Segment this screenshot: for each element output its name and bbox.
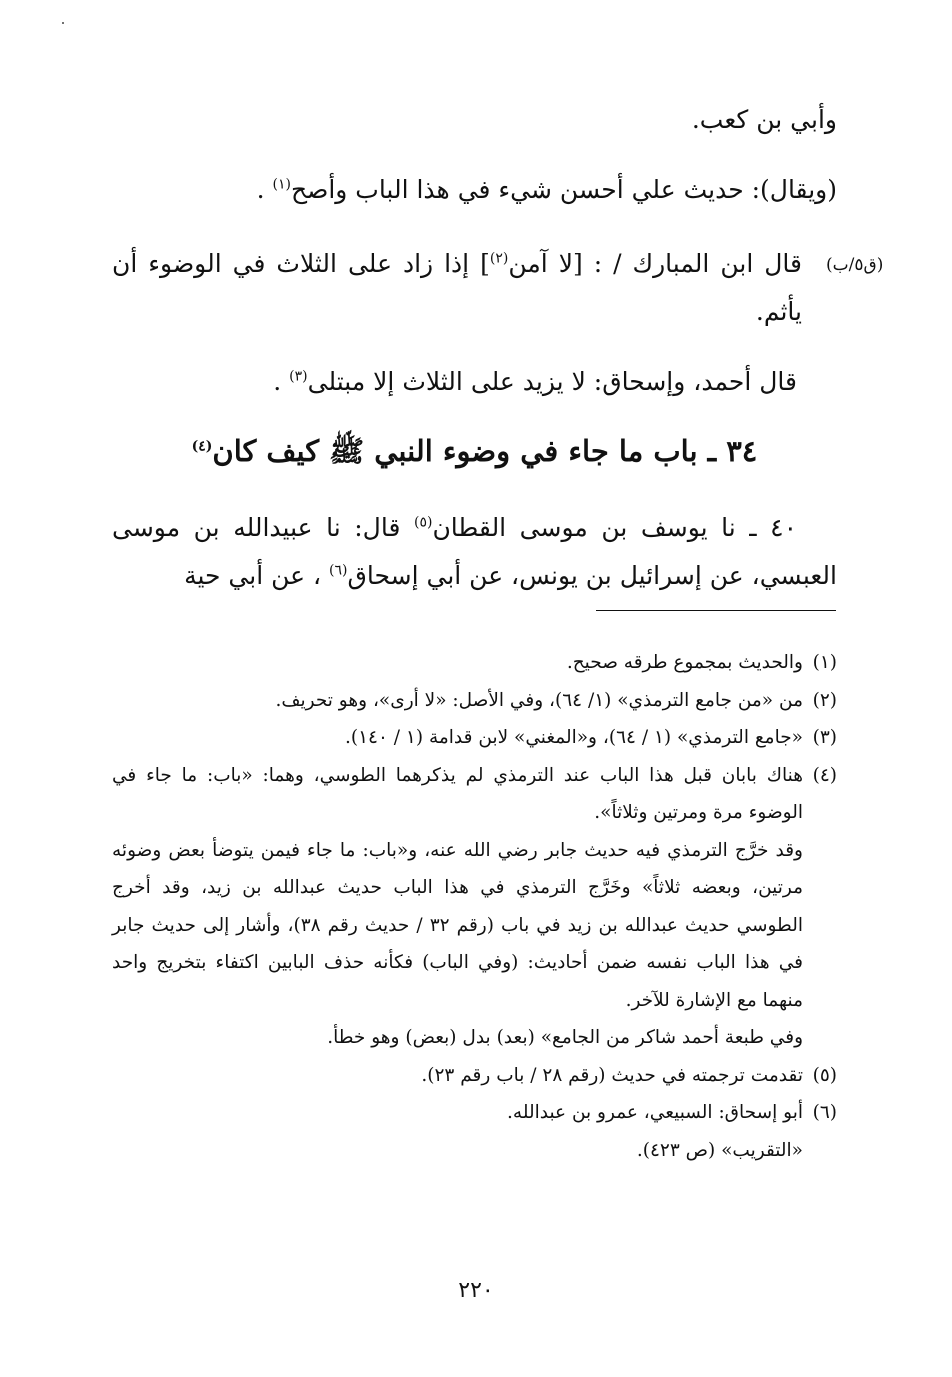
chapter-heading [112,426,837,476]
footnote-number: (٢) [812,689,837,711]
paragraph-3-text-a: قال ابن المبارك / : [لا آمن [508,249,802,278]
footnote-ref-2[interactable]: (٢) [489,250,509,267]
footnote-ref-6[interactable]: (٦) [329,562,348,579]
footnote-number: (١) [812,652,837,673]
footnote-2 [112,682,837,720]
chapter-heading-text: ٣٤ ـ باب ما جاء في وضوء النبي ﷺ كيف كان [212,434,758,468]
footnote-1 [112,644,837,682]
paragraph-5 [112,504,837,600]
footnote-4-continuation: وقد خرَّج الترمذي فيه حديث جابر رضي الله عنه، و«باب: ما جاء فيمن يتوضأ بعض وضوئه مرتين، وبعضه ثلاثاً» وخَرَّج الترمذي في هذا الباب حديث عبدالله بن زيد، وقد أخرج الطوسي حديث عبدالله بن زيد في باب (رقم ٣٢ / حديث رقم ٣٨)، وأشار إلى حديث جابر في هذا الباب نفسه ضمن أحاديث: (وفي الباب) فكأنه حذف البابين اكتفاء بتخريج واحد منهما مع الإشارة للآخر. [112,839,803,1011]
footnote-text: والحديث بمجموع طرقه صحيح. [566,652,803,673]
footnote-3 [112,719,837,757]
footnote-separator [596,610,836,611]
paragraph-3 [112,240,802,336]
footnote-text: أبو إسحاق: السبيعي، عمرو بن عبدالله. [507,1102,803,1123]
paragraph-1 [112,96,837,144]
footnote-6-continuation: «التقريب» (ص ٤٢٣). [636,1139,803,1161]
footnote-ref-5[interactable]: (٥) [413,514,433,531]
footnote-number: (٤) [812,764,837,786]
paragraph-4 [112,358,837,406]
footnote-number: (٦) [812,1102,837,1123]
paragraph-3-text-b: ] إذا زاد على الثلاث في الوضوء أن يأثم. [112,249,802,326]
footnote-text: من «من جامع الترمذي» (١/ ٦٤)، وفي الأصل: «لا أرى»، وهو تحريف. [275,689,803,711]
footnote-ref-4[interactable]: (٤) [191,438,213,455]
paragraph-5-text-a: ٤٠ ـ نا يوسف بن موسى القطان [432,513,797,542]
footnote-text: هناك بابان قبل هذا الباب عند الترمذي لم يذكرهما الطوسي، وهما: «باب: ما جاء في الوضوء مرة ومرتين وثلاثاً». [112,764,803,823]
footnote-ref-1[interactable]: (١) [272,176,291,193]
page-number: ٢٢٠ [458,1278,494,1303]
footnotes [112,644,837,1169]
manuscript-folio-note: (ق٥/ب) [826,255,884,275]
paragraph-2-end: . [256,175,273,204]
footnote-ref-3[interactable]: (٣) [289,368,308,385]
footnote-number: (٣) [812,727,837,748]
footnote-text: «جامع الترمذي» (١ / ٦٤)، و«المغني» لابن قدامة (١ / ١٤٠). [345,727,803,748]
footnote-number: (٥) [812,1064,837,1086]
paragraph-4-end: . [273,367,290,396]
scan-speck [62,22,64,24]
footnote-4-continuation-2: وفي طبعة أحمد شاكر من الجامع» (بعد) بدل (بعض) وهو خطأ. [327,1027,803,1048]
paragraph-4-text: قال أحمد، وإسحاق: لا يزيد على الثلاث إلا مبتلى [307,367,797,396]
paragraph-2 [112,166,837,214]
paragraph-5-text-b: قال: نا عبيدالله بن موسى العبسي، عن إسرائيل بن يونس، عن أبي إسحاق [112,513,837,590]
paragraph-2-text: (ويقال): حديث علي أحسن شيء في هذا الباب وأصح [290,175,837,204]
footnote-4 [112,757,837,832]
footnote-6 [112,1094,837,1132]
footnote-text: تقدمت ترجمته في حديث (رقم ٢٨ / باب رقم ٢٣). [421,1064,803,1086]
footnote-5 [112,1057,837,1095]
paragraph-5-text-c: ، عن أبي حية [184,561,330,590]
paragraph-1-text: وأبي بن كعب. [691,105,837,134]
